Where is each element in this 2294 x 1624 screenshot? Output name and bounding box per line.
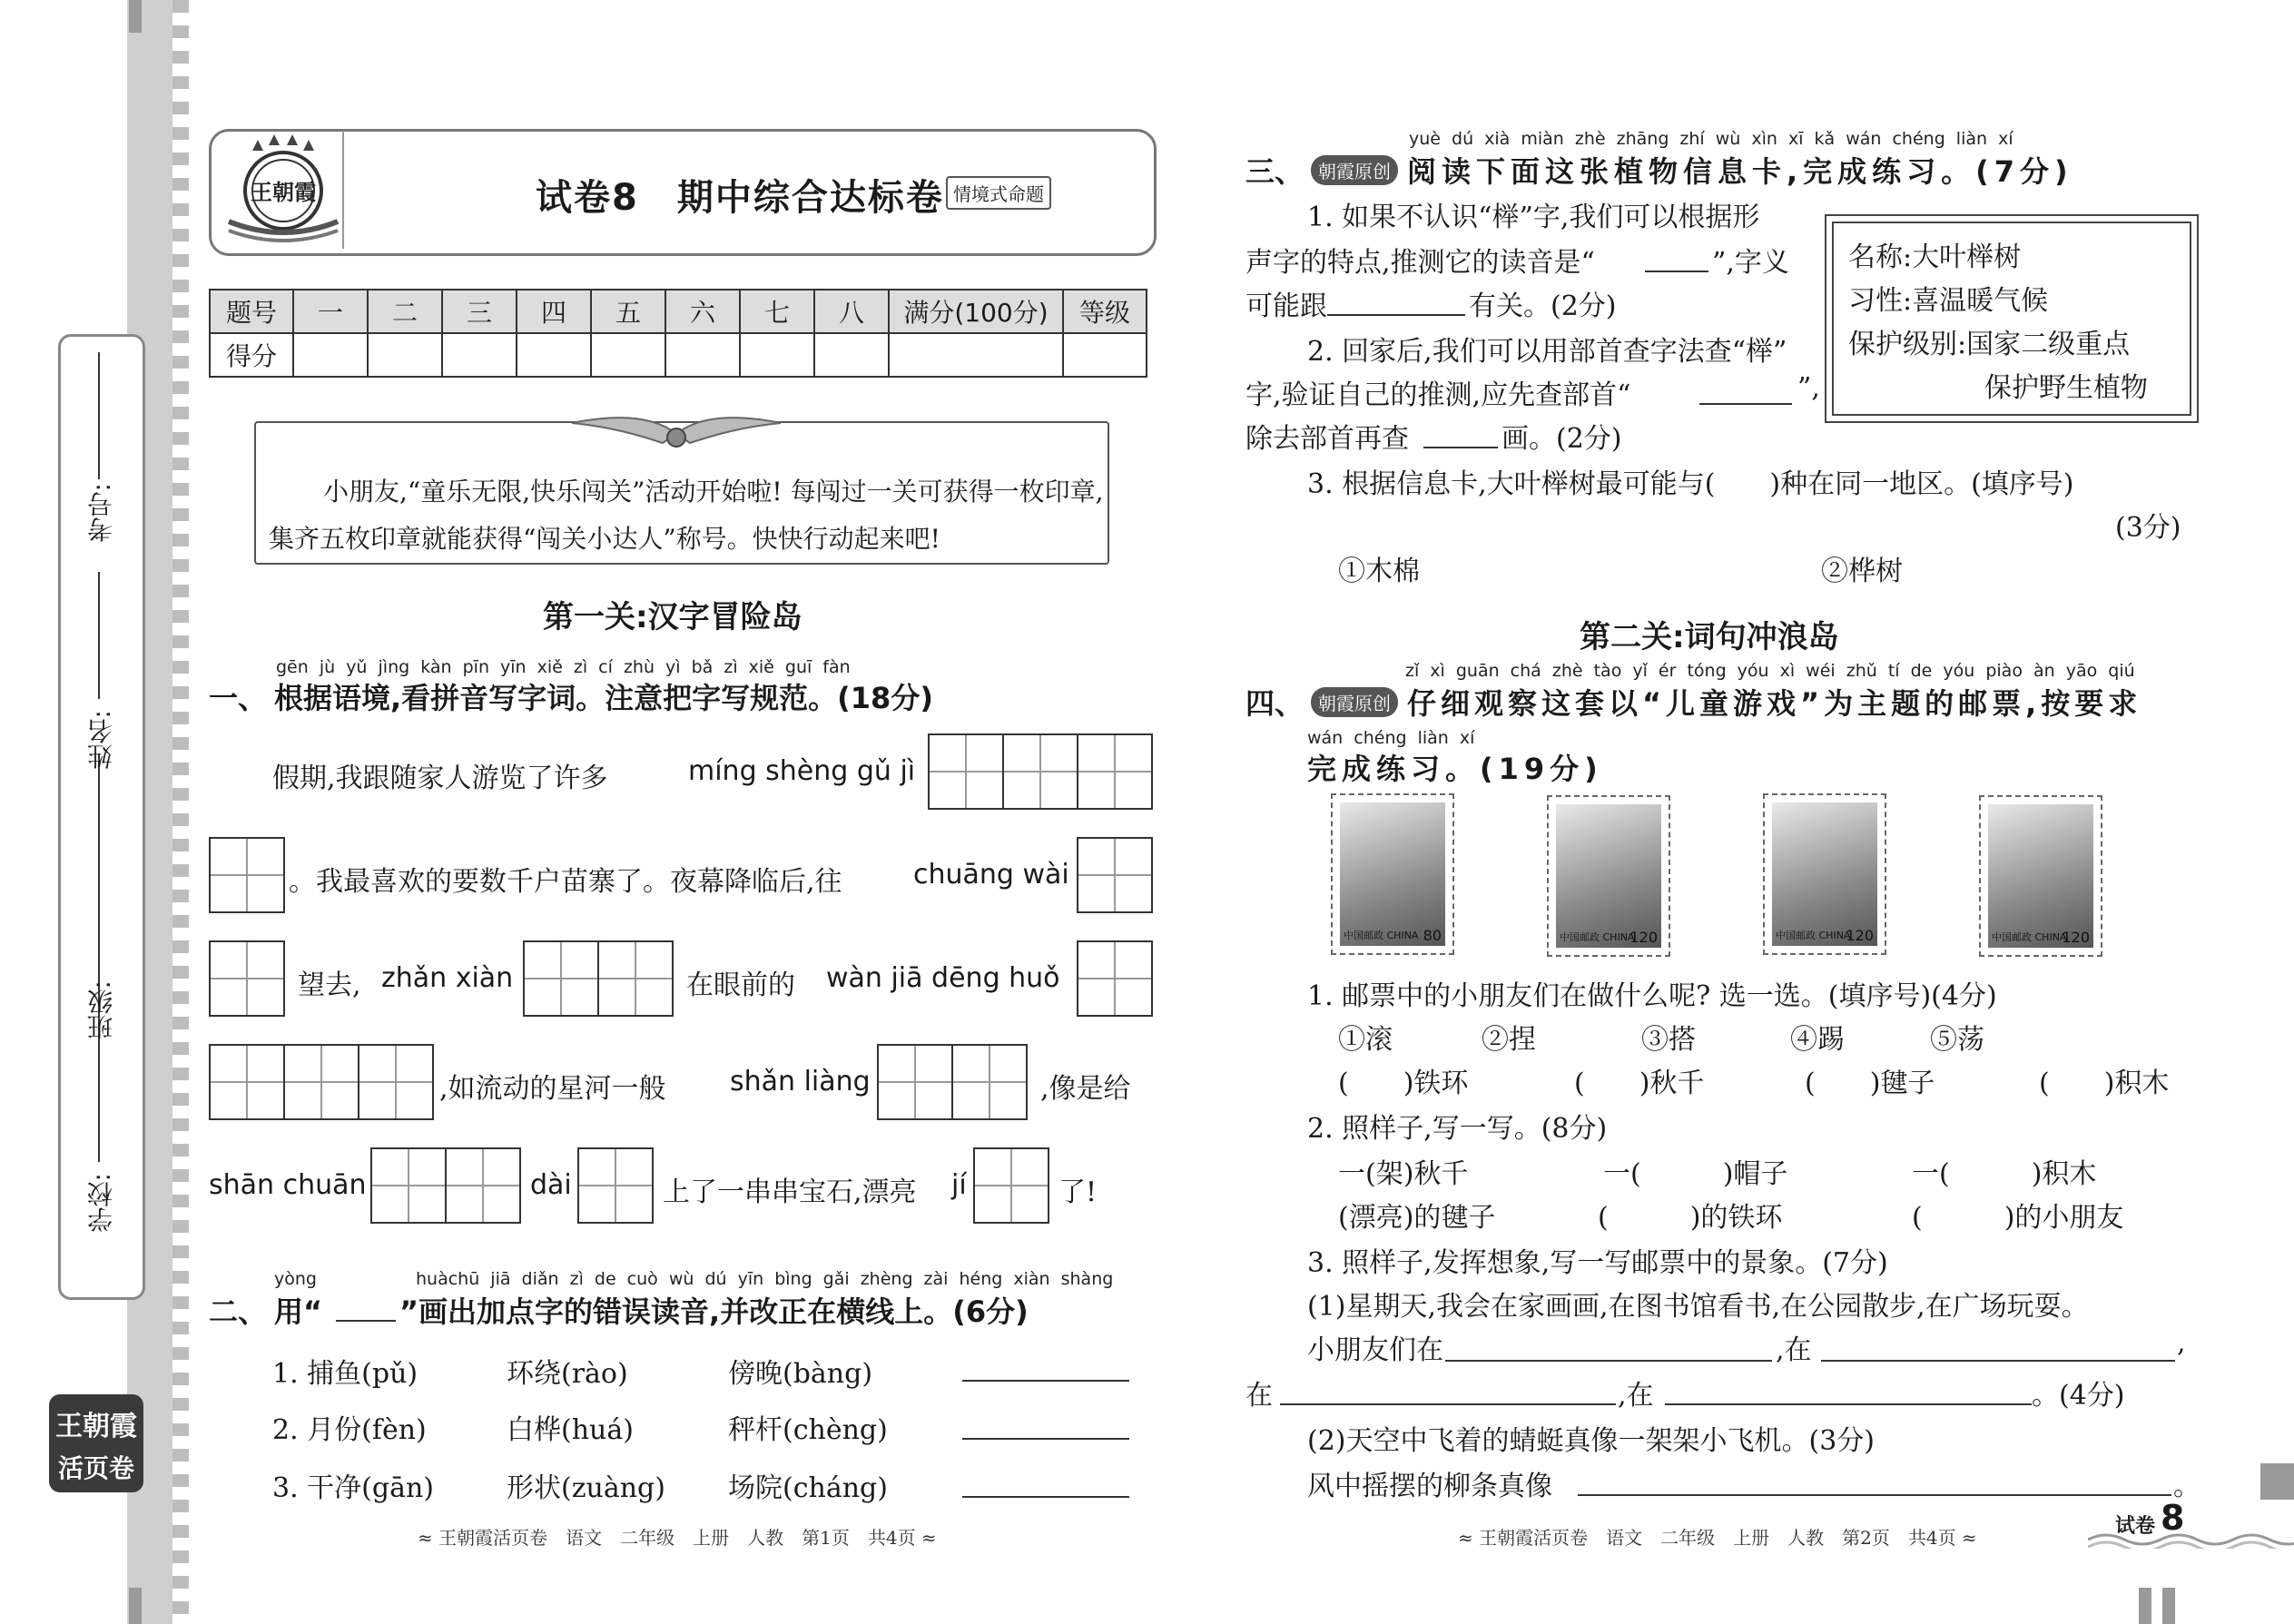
q4-s3-example1: (1)星期天,我会在家画画,在图书馆看书,在公园散步,在广场玩耍。 xyxy=(1307,1291,2089,1323)
q4-s3-example2: (2)天空中飞着的蜻蜓真像一架架小飞机。(3分) xyxy=(1307,1425,1875,1457)
q2-number: 二、 xyxy=(209,1294,268,1329)
q1-answer-grid-3[interactable] xyxy=(523,940,674,1017)
score-cell[interactable] xyxy=(814,333,889,377)
q3-number: 三、 xyxy=(1245,154,1305,189)
score-cell[interactable] xyxy=(293,333,368,377)
score-header-cell: 三 xyxy=(442,290,517,333)
q2-underline-sample xyxy=(336,1320,396,1322)
q2-item: 1. 捕鱼(pǔ) xyxy=(272,1358,418,1390)
q2-item: 场院(cháng) xyxy=(728,1472,888,1504)
q4-s3-blank[interactable] xyxy=(1280,1403,1616,1405)
q3-radical-blank[interactable] xyxy=(1699,403,1792,405)
q3-s3-score: (3分) xyxy=(2115,512,2181,544)
q1-line3-pinyin1: zhǎn xiàn xyxy=(381,962,514,994)
q4-s3-blank[interactable] xyxy=(1665,1403,2032,1405)
q4-s3: 3. 照样子,发挥想象,写一写邮票中的景象。(7分) xyxy=(1307,1247,1888,1279)
q3-s1-b: 声字的特点,推测它的读音是“ xyxy=(1245,247,1595,279)
eagle-icon xyxy=(563,407,790,454)
q4-s3-b: ,在 xyxy=(1776,1334,1812,1366)
intro-text: 小朋友,“童乐无限,快乐闯关”活动开始啦! 每闯过一关可获得一枚印章,集齐五枚印章就能获得“闯关小达人”称号。快快行动起来吧! xyxy=(269,477,1104,554)
gutter-wave xyxy=(172,0,189,1624)
q4-s3-h: 。 xyxy=(2173,1471,2200,1502)
q1-line3-pinyin2: wàn jiā dēng huǒ xyxy=(826,962,1060,994)
q3-reading-blank[interactable] xyxy=(1645,271,1708,272)
q3-s2-a: 2. 回家后,我们可以用部首查字法查“榉” xyxy=(1307,336,1787,368)
q3-option[interactable]: ②桦树 xyxy=(1821,556,1903,587)
q1-line5-pinyin3: jí xyxy=(951,1169,967,1201)
score-cell[interactable] xyxy=(740,333,814,377)
q4-number: 四、 xyxy=(1245,686,1305,721)
q1-answer-grid-2b[interactable] xyxy=(209,940,285,1017)
q1-answer-grid-1b[interactable] xyxy=(209,837,285,913)
q1-line4-pinyin: shǎn liàng xyxy=(730,1066,871,1097)
q4-s3-blank[interactable] xyxy=(1821,1360,2175,1362)
q2-answer-line[interactable] xyxy=(962,1380,1129,1382)
q4-s1-blank[interactable]: ( )秋千 xyxy=(1574,1068,1705,1099)
q2-item: 2. 月份(fèn) xyxy=(272,1414,427,1446)
q4-s1-blank[interactable]: ( )积木 xyxy=(2039,1068,2170,1099)
score-header-cell: 等级 xyxy=(1063,290,1147,333)
q1-line5-pinyin1: shān chuān xyxy=(209,1169,367,1201)
q4-prompt: 仔细观察这套以“儿童游戏”为主题的邮票,按要求 xyxy=(1407,686,2142,721)
grid-cell[interactable] xyxy=(930,735,1004,808)
q2-answer-line[interactable] xyxy=(962,1438,1129,1440)
q3-option[interactable]: ①木棉 xyxy=(1338,556,1420,587)
q3-s2-e: 画。(2分) xyxy=(1501,423,1622,455)
stamp-4: 中国邮政 CHINA 120 xyxy=(1979,795,2102,957)
grid-cell[interactable] xyxy=(285,1046,359,1118)
q1-answer-grid-8[interactable] xyxy=(973,1147,1049,1224)
score-header-cell: 题号 xyxy=(210,290,293,333)
q1-prompt: 根据语境,看拼音写字词。注意把字写规范。(18分) xyxy=(274,681,933,715)
q2-item: 3. 干净(gān) xyxy=(272,1472,434,1504)
q1-number: 一、 xyxy=(209,681,268,715)
score-header-cell: 六 xyxy=(665,290,740,333)
q2-prompt-post: ”画出加点字的错误读音,并改正在横线上。(6分) xyxy=(399,1294,1029,1329)
grid-cell[interactable] xyxy=(1078,735,1151,808)
stamp-1: 中国邮政 CHINA 80 xyxy=(1331,793,1454,955)
q1-answer-grid-4b[interactable] xyxy=(209,1044,434,1120)
q3-s2-c: ”, xyxy=(1797,372,1820,404)
q2-answer-line[interactable] xyxy=(962,1496,1129,1498)
stamp-2: 中国邮政 CHINA 120 xyxy=(1547,795,1670,957)
q3-stroke-blank[interactable] xyxy=(1423,447,1498,448)
page-title: 试卷8 期中综合达标卷 xyxy=(536,177,944,219)
class-label: 班级: xyxy=(86,980,116,1040)
q1-line1-pinyin: míng shèng gǔ jì xyxy=(688,755,916,787)
grid-cell[interactable] xyxy=(447,1149,519,1222)
q1-answer-grid-2[interactable] xyxy=(1077,837,1153,913)
score-header-cell: 四 xyxy=(517,290,591,333)
grid-cell[interactable] xyxy=(1004,735,1078,808)
stamp-3: 中国邮政 CHINA 120 xyxy=(1763,793,1886,955)
score-cell[interactable] xyxy=(591,333,665,377)
student-info-panel xyxy=(58,334,145,1300)
q1-answer-grid-1[interactable] xyxy=(928,733,1153,810)
q4-s2-item[interactable]: ( )的小朋友 xyxy=(1912,1202,2124,1234)
exam-number-label: 考号: xyxy=(86,483,116,543)
q3-prompt: 阅读下面这张植物信息卡,完成练习。(7分) xyxy=(1407,154,2073,189)
score-table xyxy=(209,289,1147,378)
q4-s3-f: 。(4分) xyxy=(2032,1380,2125,1412)
q2-pinyin-yong: yòng xyxy=(274,1269,317,1289)
q3-pinyin: yuè dú xià miàn zhè zhāng zhí wù xìn xī kǎ wán chéng liàn xí xyxy=(1409,129,2013,149)
q4-s3-g: 风中摇摆的柳条真像 xyxy=(1307,1471,1552,1502)
q1-answer-grid-6[interactable] xyxy=(370,1147,521,1224)
grid-cell[interactable] xyxy=(211,1046,285,1118)
q1-answer-grid-5[interactable] xyxy=(877,1044,1028,1120)
grid-cell[interactable] xyxy=(599,942,672,1015)
grid-cell[interactable] xyxy=(211,839,283,911)
q2-item: 白桦(huá) xyxy=(507,1414,634,1446)
score-cell[interactable] xyxy=(665,333,740,377)
score-cell[interactable] xyxy=(517,333,591,377)
q4-s1-option: ②捏 xyxy=(1482,1024,1536,1056)
footer-right: ≈ 王朝霞活页卷 语文 二年级 上册 人教 第2页 共4页 ≈ xyxy=(1458,1527,1977,1549)
score-header-cell: 八 xyxy=(814,290,889,333)
emblem-icon xyxy=(225,134,341,245)
q4-s3-blank[interactable] xyxy=(1578,1494,2171,1496)
q3-s1-c: ”,字义 xyxy=(1712,247,1789,279)
q3-s1-d: 可能跟 xyxy=(1245,290,1327,322)
q4-s1-option: ④踢 xyxy=(1790,1024,1845,1056)
class-field[interactable] xyxy=(98,753,100,962)
header-divider xyxy=(342,131,344,249)
q1-answer-grid-7[interactable] xyxy=(577,1147,654,1224)
page-edge-tab xyxy=(2260,1463,2294,1500)
q4-s2-item[interactable]: 一( )积木 xyxy=(1912,1158,2097,1190)
q4-prompt2: 完成练习。(19分) xyxy=(1307,752,1603,786)
score-header-cell: 二 xyxy=(368,290,442,333)
score-row-label: 得分 xyxy=(210,333,293,377)
score-header-cell: 满分(100分) xyxy=(889,290,1063,333)
q1-line2-text: 。我最喜欢的要数千户苗寨了。夜幕降临后,往 xyxy=(289,866,842,898)
q1-line1-text: 假期,我跟随家人游览了许多 xyxy=(272,763,608,794)
school-label: 学校: xyxy=(86,1173,116,1233)
q3-s3: 3. 根据信息卡,大叶榉树最可能与( )种在同一地区。(填序号) xyxy=(1307,468,2074,500)
q1-line4-text: ,如流动的星河一般 xyxy=(439,1073,666,1105)
q4-s1-blank[interactable]: ( )铁环 xyxy=(1338,1068,1469,1099)
score-header-cell: 五 xyxy=(591,290,665,333)
score-cell[interactable] xyxy=(442,333,517,377)
q2-item: 秤杆(chèng) xyxy=(728,1414,888,1446)
level1-title: 第一关:汉字冒险岛 xyxy=(543,599,802,635)
q3-s1-a: 1. 如果不认识“榉”字,我们可以根据形 xyxy=(1307,202,1760,233)
q4-s3-blank[interactable] xyxy=(1445,1360,1772,1362)
q1-pinyin: gēn jù yǔ jìng kàn pīn yīn xiě zì cí zhù yì bǎ zì xiě guī fàn xyxy=(276,657,851,677)
q4-s3-a: 小朋友们在 xyxy=(1307,1334,1443,1366)
q4-s1-option: ⑤荡 xyxy=(1930,1024,1984,1056)
q1-line2-pinyin: chuāng wài xyxy=(913,859,1069,891)
grid-cell[interactable] xyxy=(359,1046,432,1118)
q4-s1-blank[interactable]: ( )毽子 xyxy=(1805,1068,1935,1099)
paper-number: 8 xyxy=(2161,1498,2185,1538)
gutter-bar-bottom xyxy=(129,1588,142,1624)
score-header-cell: 一 xyxy=(293,290,368,333)
q3-badge: 朝霞原创 xyxy=(1311,151,1398,185)
q4-s3-e: ,在 xyxy=(1618,1380,1654,1412)
q3-s2-d: 除去部首再查 xyxy=(1245,423,1409,455)
q2-prompt-pre: 用“ xyxy=(274,1294,323,1329)
card-line: 名称:大叶榉树 xyxy=(1848,241,2022,273)
paper-number-box xyxy=(2088,1500,2294,1549)
q1-line3-text: 望去, xyxy=(298,969,361,1001)
q4-s1: 1. 邮票中的小朋友们在做什么呢? 选一选。(填序号)(4分) xyxy=(1307,980,1997,1012)
q2-item: 形状(zuàng) xyxy=(507,1472,665,1504)
name-label: 姓名: xyxy=(86,710,116,770)
q1-line5-text: 上了一串串宝石,漂亮 xyxy=(663,1176,917,1208)
q4-s2-item[interactable]: 一( )帽子 xyxy=(1603,1158,1788,1190)
card-line: 保护野生植物 xyxy=(1984,372,2148,404)
grid-cell[interactable] xyxy=(879,1046,953,1118)
grid-cell[interactable] xyxy=(525,942,599,1015)
q1-line4-text2: ,像是给 xyxy=(1040,1073,1131,1105)
level2-title: 第二关:词句冲浪岛 xyxy=(1580,619,1839,655)
q4-s2-item[interactable]: ( )的铁环 xyxy=(1598,1202,1783,1234)
q1-line5-end: 了! xyxy=(1058,1176,1098,1208)
q3-s1-e: 有关。(2分) xyxy=(1469,290,1617,322)
grid-cell[interactable] xyxy=(579,1149,652,1222)
score-cell[interactable] xyxy=(368,333,442,377)
q4-badge: 朝霞原创 xyxy=(1311,683,1398,717)
q1-line3-text2: 在眼前的 xyxy=(686,969,795,1001)
q4-s2: 2. 照样子,写一写。(8分) xyxy=(1307,1113,1608,1145)
q2-item: 傍晚(bàng) xyxy=(728,1358,873,1390)
grid-cell[interactable] xyxy=(211,942,283,1015)
context-tag: 情境式命题 xyxy=(946,176,1051,210)
q3-s2-b: 字,验证自己的推测,应先查部首“ xyxy=(1245,379,1631,411)
q2-item: 环绕(rào) xyxy=(507,1358,628,1390)
score-cell[interactable] xyxy=(1063,333,1147,377)
exam-number-field[interactable] xyxy=(98,352,100,479)
q2-pinyin: huàchū jiā diǎn zì de cuò wù dú yīn bìng gǎi zhèng zài héng xiàn shàng xyxy=(416,1269,1114,1289)
gutter-bar-top xyxy=(129,0,142,33)
q3-meaning-blank[interactable] xyxy=(1327,314,1465,316)
grid-cell[interactable] xyxy=(975,1149,1048,1222)
q1-line5-pinyin2: dài xyxy=(530,1169,572,1201)
q4-s2-item: 一(架)秋千 xyxy=(1338,1158,1469,1190)
card-line: 习性:喜温暖气候 xyxy=(1848,285,2049,317)
paper-label: 试卷 xyxy=(2115,1515,2156,1538)
score-cell[interactable] xyxy=(889,333,1063,377)
q4-s1-option: ③搭 xyxy=(1641,1024,1696,1056)
q4-s3-c: , xyxy=(2177,1327,2186,1359)
footer-left: ≈ 王朝霞活页卷 语文 二年级 上册 人教 第1页 共4页 ≈ xyxy=(418,1527,937,1549)
svg-text:王朝霞: 王朝霞 xyxy=(251,180,316,205)
grid-cell[interactable] xyxy=(372,1149,447,1222)
q1-answer-grid-4[interactable] xyxy=(1077,940,1153,1017)
q4-pinyin: zǐ xì guān chá zhè tào yǐ ér tóng yóu xì wéi zhǔ tí de yóu piào àn yāo qiú xyxy=(1405,661,2135,681)
brand-logo: 王朝霞 活页卷 xyxy=(49,1394,143,1492)
q4-s1-option: ①滚 xyxy=(1338,1024,1393,1056)
grid-cell[interactable] xyxy=(1078,942,1151,1015)
q4-pinyin2: wán chéng liàn xí xyxy=(1307,728,1475,748)
grid-cell[interactable] xyxy=(953,1046,1026,1118)
grid-cell[interactable] xyxy=(1078,839,1151,911)
name-field[interactable] xyxy=(98,572,100,699)
q4-s2-item: (漂亮)的毽子 xyxy=(1338,1202,1496,1234)
q4-s3-d: 在 xyxy=(1245,1380,1273,1412)
score-header-cell: 七 xyxy=(740,290,814,333)
card-line: 保护级别:国家二级重点 xyxy=(1848,329,2131,360)
